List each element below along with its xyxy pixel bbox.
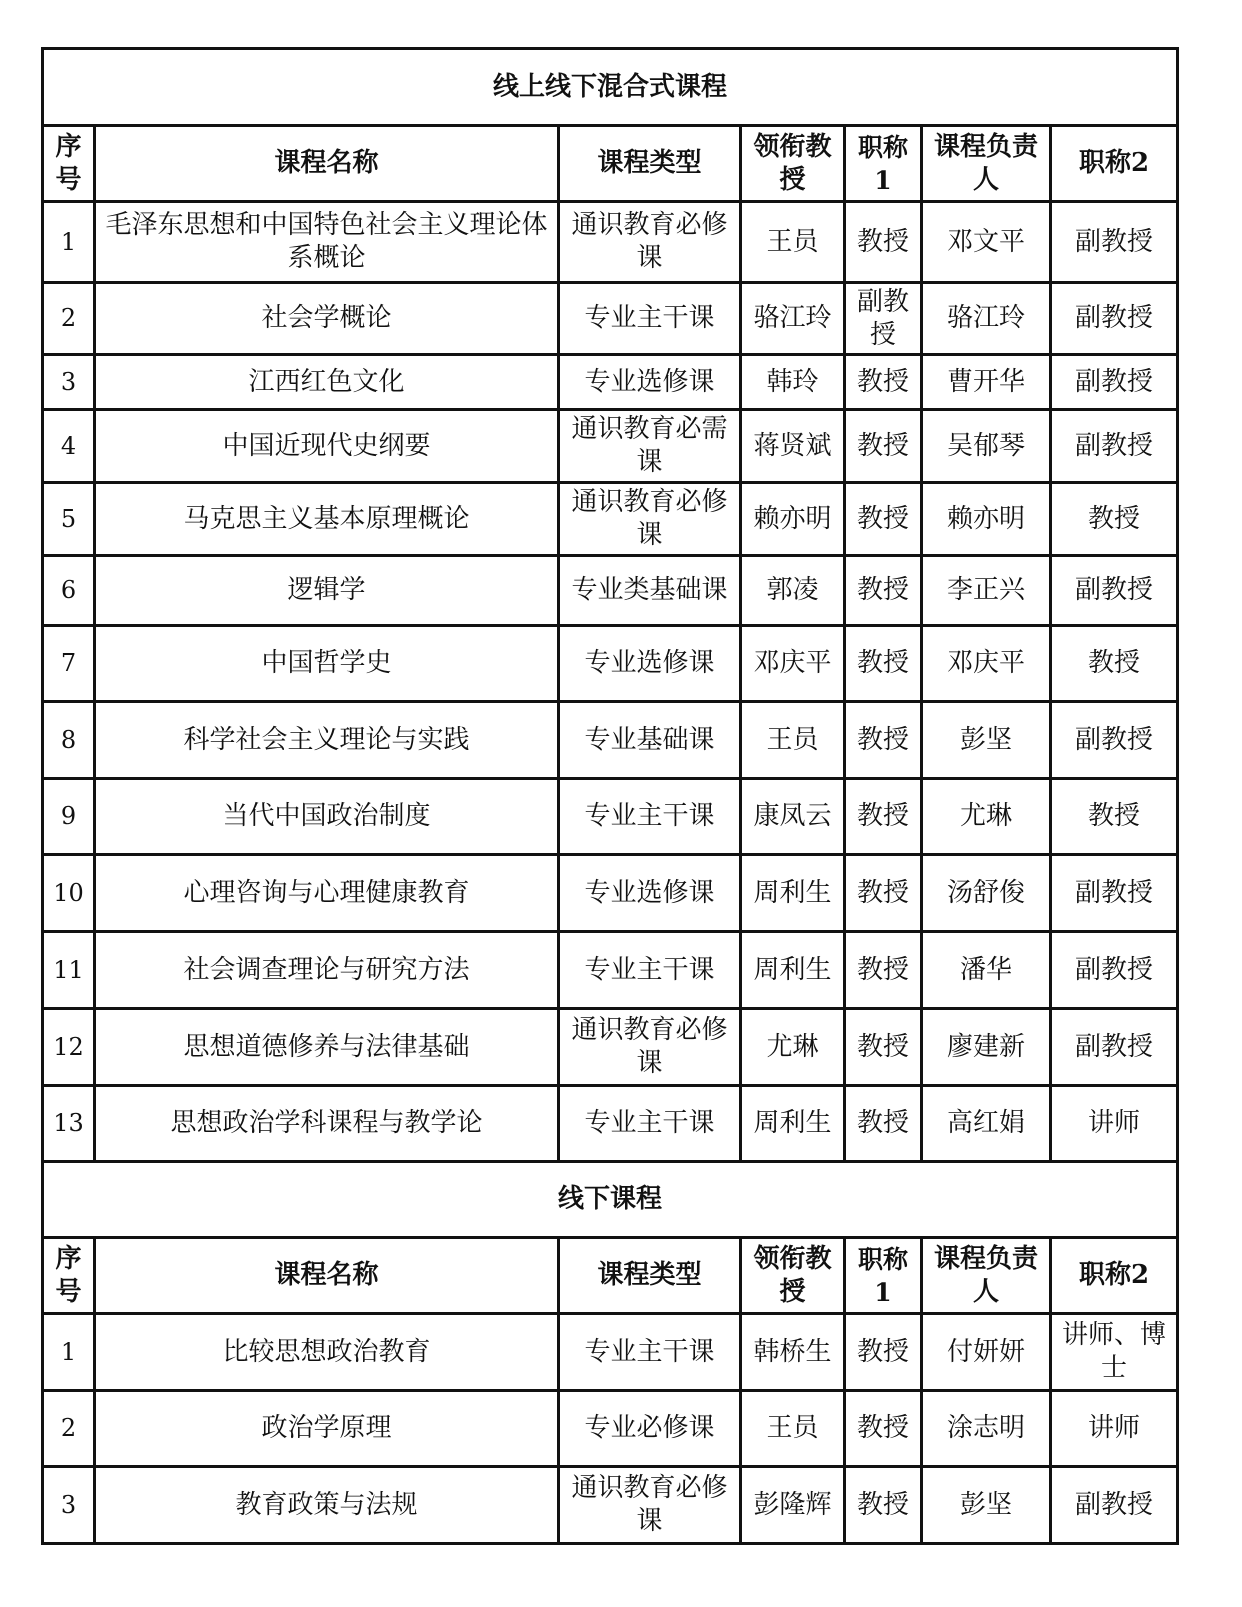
table-cell: 逻辑学 — [95, 556, 559, 626]
table-cell: 骆江玲 — [922, 283, 1051, 355]
table-row — [43, 410, 1178, 483]
table-cell: 教育政策与法规 — [95, 1467, 559, 1544]
table-row — [43, 855, 1178, 932]
table-cell: 韩桥生 — [741, 1314, 845, 1391]
column-header: 领衔教授 — [741, 1238, 845, 1314]
table-cell: 比较思想政治教育 — [95, 1314, 559, 1391]
table-cell: 专业必修课 — [559, 1391, 741, 1467]
table-cell: 4 — [43, 410, 95, 483]
table-cell: 尤琳 — [741, 1009, 845, 1086]
table-cell: 教授 — [845, 202, 922, 283]
table-cell: 通识教育必修课 — [559, 1009, 741, 1086]
column-header: 职称1 — [845, 126, 922, 202]
table-cell: 韩玲 — [741, 355, 845, 410]
table-cell: 专业选修课 — [559, 355, 741, 410]
table-cell: 副教授 — [1051, 355, 1178, 410]
table-row — [43, 483, 1178, 556]
table-cell: 副教授 — [1051, 855, 1178, 932]
table-cell: 通识教育必修课 — [559, 483, 741, 556]
table-row — [43, 626, 1178, 702]
table-cell: 副教授 — [1051, 702, 1178, 779]
course-sheet — [41, 47, 1176, 1545]
table-cell: 教授 — [845, 355, 922, 410]
table-cell: 9 — [43, 779, 95, 855]
column-header: 职称2 — [1051, 1238, 1178, 1314]
table-cell: 高红娟 — [922, 1086, 1051, 1162]
column-header: 职称2 — [1051, 126, 1178, 202]
table-cell: 8 — [43, 702, 95, 779]
table-cell: 11 — [43, 932, 95, 1009]
table-cell: 3 — [43, 355, 95, 410]
table-cell: 专业主干课 — [559, 1314, 741, 1391]
table-cell: 教授 — [845, 410, 922, 483]
table-cell: 王员 — [741, 1391, 845, 1467]
table-cell: 邓文平 — [922, 202, 1051, 283]
section-title: 线下课程 — [43, 1162, 1178, 1238]
table-cell: 1 — [43, 1314, 95, 1391]
table-cell: 6 — [43, 556, 95, 626]
table-cell: 康凤云 — [741, 779, 845, 855]
table-cell: 副教授 — [1051, 932, 1178, 1009]
table-cell: 江西红色文化 — [95, 355, 559, 410]
table-row — [43, 1391, 1178, 1467]
table-row — [43, 779, 1178, 855]
table-cell: 彭隆辉 — [741, 1467, 845, 1544]
table-cell: 蒋贤斌 — [741, 410, 845, 483]
table-cell: 邓庆平 — [922, 626, 1051, 702]
table-row — [43, 702, 1178, 779]
table-cell: 副教授 — [1051, 202, 1178, 283]
table-cell: 彭坚 — [922, 1467, 1051, 1544]
table-cell: 周利生 — [741, 1086, 845, 1162]
column-header: 序号 — [43, 1238, 95, 1314]
table-cell: 教授 — [845, 556, 922, 626]
table-cell: 赖亦明 — [741, 483, 845, 556]
section-title-row — [43, 49, 1178, 126]
table-cell: 教授 — [845, 1314, 922, 1391]
table-cell: 涂志明 — [922, 1391, 1051, 1467]
column-header: 课程负责人 — [922, 126, 1051, 202]
table-cell: 潘华 — [922, 932, 1051, 1009]
table-cell: 教授 — [845, 702, 922, 779]
table-cell: 教授 — [845, 626, 922, 702]
table-cell: 汤舒俊 — [922, 855, 1051, 932]
table-cell: 邓庆平 — [741, 626, 845, 702]
column-header: 课程类型 — [559, 126, 741, 202]
table-cell: 教授 — [845, 483, 922, 556]
table-cell: 副教授 — [1051, 556, 1178, 626]
table-cell: 副教授 — [1051, 410, 1178, 483]
table-cell: 专业主干课 — [559, 932, 741, 1009]
table-cell: 政治学原理 — [95, 1391, 559, 1467]
table-cell: 专业基础课 — [559, 702, 741, 779]
table-row — [43, 1009, 1178, 1086]
section-title-row — [43, 1162, 1178, 1238]
table-cell: 廖建新 — [922, 1009, 1051, 1086]
table-cell: 周利生 — [741, 855, 845, 932]
table-cell: 1 — [43, 202, 95, 283]
table-cell: 思想道德修养与法律基础 — [95, 1009, 559, 1086]
table-cell: 7 — [43, 626, 95, 702]
table-cell: 3 — [43, 1467, 95, 1544]
table-cell: 专业主干课 — [559, 779, 741, 855]
table-cell: 毛泽东思想和中国特色社会主义理论体系概论 — [95, 202, 559, 283]
table-cell: 副教授 — [845, 283, 922, 355]
table-cell: 副教授 — [1051, 1467, 1178, 1544]
table-cell: 专业选修课 — [559, 626, 741, 702]
table-cell: 马克思主义基本原理概论 — [95, 483, 559, 556]
table-cell: 教授 — [1051, 483, 1178, 556]
column-header: 课程名称 — [95, 126, 559, 202]
table-cell: 教授 — [845, 855, 922, 932]
table-cell: 思想政治学科课程与教学论 — [95, 1086, 559, 1162]
table-cell: 教授 — [845, 1391, 922, 1467]
table-row — [43, 556, 1178, 626]
table-cell: 12 — [43, 1009, 95, 1086]
table-cell: 心理咨询与心理健康教育 — [95, 855, 559, 932]
table-cell: 郭凌 — [741, 556, 845, 626]
table-cell: 教授 — [845, 1467, 922, 1544]
table-cell: 专业选修课 — [559, 855, 741, 932]
table-row — [43, 202, 1178, 283]
table-cell: 讲师 — [1051, 1086, 1178, 1162]
table-cell: 教授 — [845, 1086, 922, 1162]
table-cell: 教授 — [1051, 626, 1178, 702]
table-cell: 社会调查理论与研究方法 — [95, 932, 559, 1009]
column-header: 职称1 — [845, 1238, 922, 1314]
table-cell: 通识教育必需课 — [559, 410, 741, 483]
table-cell: 专业类基础课 — [559, 556, 741, 626]
table-cell: 讲师、博士 — [1051, 1314, 1178, 1391]
table-cell: 社会学概论 — [95, 283, 559, 355]
table-cell: 赖亦明 — [922, 483, 1051, 556]
table-cell: 中国近现代史纲要 — [95, 410, 559, 483]
table-cell: 当代中国政治制度 — [95, 779, 559, 855]
table-cell: 尤琳 — [922, 779, 1051, 855]
table-cell: 付妍妍 — [922, 1314, 1051, 1391]
course-table — [41, 47, 1179, 1545]
table-cell: 彭坚 — [922, 702, 1051, 779]
table-row — [43, 355, 1178, 410]
header-row — [43, 1238, 1178, 1314]
table-cell: 教授 — [845, 1009, 922, 1086]
table-cell: 5 — [43, 483, 95, 556]
section-title: 线上线下混合式课程 — [43, 49, 1178, 126]
column-header: 领衔教授 — [741, 126, 845, 202]
table-cell: 骆江玲 — [741, 283, 845, 355]
table-cell: 教授 — [845, 779, 922, 855]
header-row — [43, 126, 1178, 202]
table-cell: 2 — [43, 283, 95, 355]
table-cell: 王员 — [741, 202, 845, 283]
table-cell: 吴郁琴 — [922, 410, 1051, 483]
column-header: 序号 — [43, 126, 95, 202]
table-cell: 通识教育必修课 — [559, 202, 741, 283]
table-row — [43, 1314, 1178, 1391]
table-row — [43, 932, 1178, 1009]
table-cell: 教授 — [1051, 779, 1178, 855]
table-cell: 中国哲学史 — [95, 626, 559, 702]
table-cell: 专业主干课 — [559, 1086, 741, 1162]
column-header: 课程类型 — [559, 1238, 741, 1314]
table-cell: 讲师 — [1051, 1391, 1178, 1467]
table-row — [43, 283, 1178, 355]
table-cell: 10 — [43, 855, 95, 932]
table-row — [43, 1086, 1178, 1162]
table-cell: 李正兴 — [922, 556, 1051, 626]
table-row — [43, 1467, 1178, 1544]
table-cell: 专业主干课 — [559, 283, 741, 355]
table-cell: 13 — [43, 1086, 95, 1162]
table-cell: 副教授 — [1051, 283, 1178, 355]
column-header: 课程名称 — [95, 1238, 559, 1314]
table-cell: 曹开华 — [922, 355, 1051, 410]
table-cell: 周利生 — [741, 932, 845, 1009]
column-header: 课程负责人 — [922, 1238, 1051, 1314]
table-cell: 教授 — [845, 932, 922, 1009]
table-cell: 科学社会主义理论与实践 — [95, 702, 559, 779]
table-cell: 通识教育必修课 — [559, 1467, 741, 1544]
table-cell: 王员 — [741, 702, 845, 779]
table-cell: 副教授 — [1051, 1009, 1178, 1086]
table-cell: 2 — [43, 1391, 95, 1467]
